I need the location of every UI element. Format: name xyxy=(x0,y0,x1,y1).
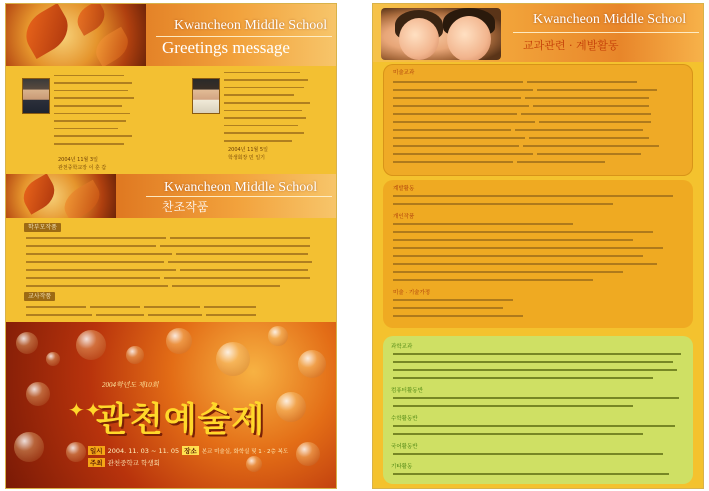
right-page xyxy=(373,4,703,488)
art-festival-poster xyxy=(6,322,336,488)
festival-edition: 2004학년도 제10회 xyxy=(102,381,159,389)
festival-host-row xyxy=(88,458,160,467)
principal-portrait xyxy=(22,78,50,114)
host-label: 주최 xyxy=(90,459,103,467)
banner-divider xyxy=(156,36,332,37)
student-signature: 학생회장 민 일기 xyxy=(228,155,265,161)
korean-club-heading: 국어활동반 xyxy=(391,444,418,450)
date-label: 일시 xyxy=(90,447,103,455)
right-banner-subtitle: 교과관련 · 계발활동 xyxy=(523,39,619,52)
individual-works-heading: 개인작품 xyxy=(393,214,415,220)
club-activity-list xyxy=(393,192,683,208)
autumn-leaf-photo-2 xyxy=(6,174,116,218)
banner2-divider xyxy=(146,196,332,197)
banner-school-name: Kwancheon Middle School xyxy=(174,18,328,33)
left-page xyxy=(6,4,336,488)
contributions-banner xyxy=(6,174,336,218)
art-curriculum-heading: 미술교과 xyxy=(393,70,415,76)
children-photo xyxy=(381,8,501,60)
festival-title: 관천예술제 xyxy=(96,400,266,440)
computer-club-list xyxy=(393,394,685,410)
curriculum-banner xyxy=(373,4,703,62)
etc-heading: 기타활동 xyxy=(391,464,413,470)
club-activity-panel xyxy=(383,180,693,328)
place-label: 장소 xyxy=(184,447,197,455)
parent-works-list xyxy=(26,234,326,290)
right-banner-school-name: Kwancheon Middle School xyxy=(533,12,687,27)
banner2-subtitle: 찬조작품 xyxy=(162,200,209,214)
art-curriculum-panel xyxy=(383,64,693,176)
date-value: 2004. 11. 03 ~ 11. 05 xyxy=(107,446,180,455)
principal-greeting-text xyxy=(54,73,138,149)
etc-list xyxy=(393,470,685,478)
student-greeting-date: 2004년 11월 5일 xyxy=(228,147,268,153)
right-banner-divider xyxy=(513,32,699,33)
autumn-leaf-photo xyxy=(6,4,146,66)
computer-club-heading: 컴퓨터활동반 xyxy=(391,388,423,394)
banner2-school-name: Kwancheon Middle School xyxy=(164,180,318,195)
art-tech-list xyxy=(393,296,683,320)
activities-panel xyxy=(383,336,693,484)
host-value: 관천중학교 학생회 xyxy=(107,459,160,467)
festival-date-row xyxy=(88,446,288,455)
place-value: 본교 미술실, 화학실 및 1 · 2층 복도 xyxy=(201,448,289,455)
art-tech-heading: 미술 · 기술가정 xyxy=(393,290,431,296)
dancing-figures-icon: ✦✦ xyxy=(68,398,102,422)
student-portrait xyxy=(192,78,220,114)
individual-works-list xyxy=(393,220,683,284)
math-club-list xyxy=(393,422,685,438)
teacher-works-tag: 교사작품 xyxy=(24,292,55,301)
club-activity-heading: 계발활동 xyxy=(393,186,415,192)
greetings-banner xyxy=(6,4,336,66)
science-heading: 과학교과 xyxy=(391,344,413,350)
teacher-works-list xyxy=(26,303,326,319)
student-greeting-text xyxy=(224,70,316,146)
parent-works-tag: 학부모작품 xyxy=(24,223,61,232)
math-club-heading: 수학활동반 xyxy=(391,416,418,422)
science-list xyxy=(393,350,685,382)
korean-club-list xyxy=(393,450,685,458)
art-curriculum-list xyxy=(393,78,683,166)
principal-greeting-date: 2004년 11월 3일 xyxy=(58,157,98,163)
principal-signature: 관천중학교장 이 훈 갑 xyxy=(58,165,107,171)
banner-subtitle: Greetings message xyxy=(162,38,290,57)
